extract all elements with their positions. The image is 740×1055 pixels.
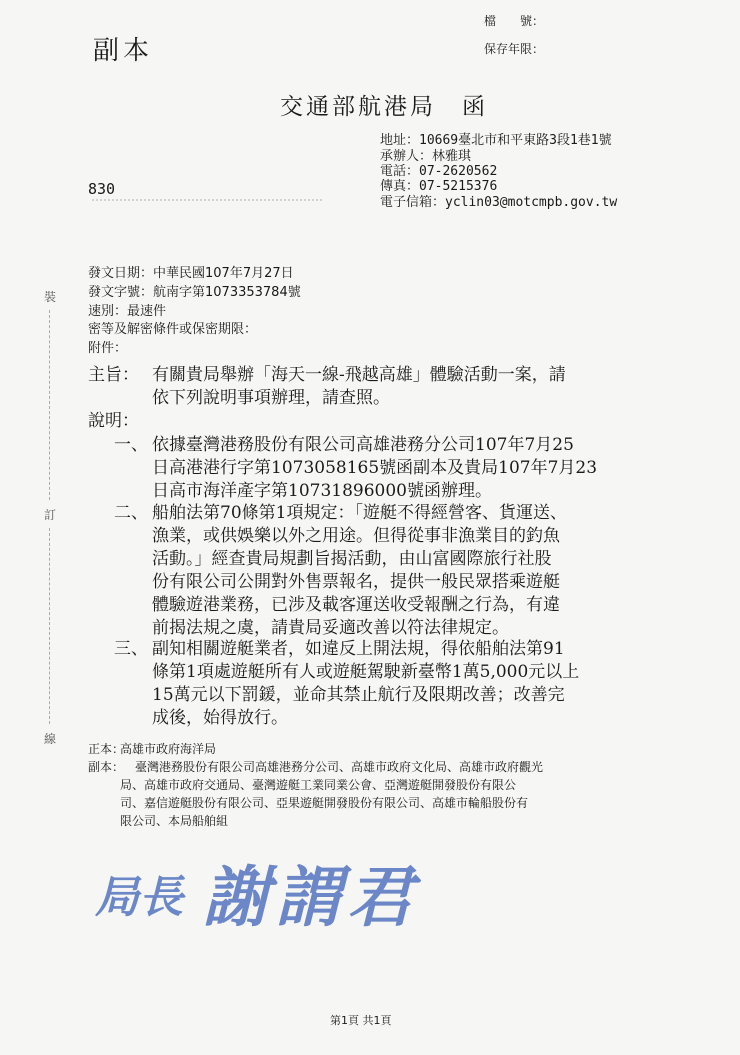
binding-mark: 裝 <box>44 290 57 304</box>
item-line: 份有限公司公開對外售票報名，提供一般民眾搭乘遊艇 <box>152 572 560 592</box>
secrecy-level: 密等及解密條件或保密期限： <box>88 322 258 337</box>
document-title: 交通部航港局 函 <box>280 94 488 120</box>
copy-recipients-line: 局、高雄市政府交通局、臺灣遊艇工業同業公會、亞灣遊艇開發股份有限公 <box>120 778 517 792</box>
item-line: 副知相關遊艇業者，如違反上開法規，得依船舶法第91 <box>152 639 565 659</box>
item-line: 漁業，或供娛樂以外之用途。但得從事非漁業目的釣魚 <box>152 526 560 546</box>
item-line: 日高港港行字第1073058165號函副本及貴局107年7月23 <box>152 458 598 478</box>
signature-name: 謝謂君 <box>203 858 419 936</box>
handler: 承辦人：林雅琪 <box>380 149 472 164</box>
telephone: 電話：07-2620562 <box>380 164 498 179</box>
item-number: 一、 <box>114 435 148 455</box>
director-signature-stamp <box>95 848 455 942</box>
item-line: 活動。」經查貴局規劃旨揭活動，由山富國際旅行社股 <box>152 549 552 569</box>
copy-recipients-line: 司、嘉信遊艇股份有限公司、亞果遊艇開發股份有限公司、高雄市輪船股份有 <box>120 796 529 810</box>
attachments: 附件： <box>88 341 128 356</box>
fax: 傳真：07-5215376 <box>380 179 498 194</box>
item-line: 體驗遊港業務，已涉及載客運送收受報酬之行為，有違 <box>152 595 560 615</box>
item-line: 前揭法規之虞，請貴局妥適改善以符法律規定。 <box>152 618 509 638</box>
copy-recipients-label: 副本： <box>88 760 125 774</box>
gist-line: 有關貴局舉辦「海天一線-飛越高雄」體驗活動一案，請 <box>152 365 566 385</box>
recipient-zip: 830 <box>88 180 116 198</box>
item-number: 三、 <box>114 639 148 659</box>
item-line: 日高市海洋產字第10731896000號函辦理。 <box>152 481 492 501</box>
main-recipient-label: 正本： <box>88 742 125 756</box>
gist-label: 主旨： <box>88 365 139 385</box>
retention-period-field: 保存年限： <box>484 42 545 56</box>
signature-title: 局長 <box>95 872 183 923</box>
redacted-address <box>92 199 322 207</box>
archive-number-field: 檔 號： <box>484 14 545 28</box>
binding-line <box>49 528 51 724</box>
signature-stamp-icon <box>95 848 455 938</box>
item-number: 二、 <box>114 503 148 523</box>
email: 電子信箱：yclin03@motcmpb.gov.tw <box>380 195 618 210</box>
main-recipient: 高雄市政府海洋局 <box>120 742 217 756</box>
item-line: 15萬元以下罰鍰，並命其禁止航行及限期改善；改善完 <box>152 685 565 705</box>
document-number: 發文字號：航南字第1073353784號 <box>88 285 301 300</box>
copy-recipients-line: 限公司、本局船舶組 <box>120 814 229 828</box>
item-line: 依據臺灣港務股份有限公司高雄港務分公司107年7月25 <box>152 435 574 455</box>
page-number: 第1頁 共1頁 <box>330 1014 392 1027</box>
binding-mark: 訂 <box>44 508 57 522</box>
explanation-label: 說明： <box>88 411 139 431</box>
issue-date: 發文日期：中華民國107年7月27日 <box>88 266 294 281</box>
copy-label: 副本 <box>93 36 154 66</box>
binding-mark: 線 <box>44 732 57 746</box>
item-line: 船舶法第70條第1項規定：「遊艇不得經營客、貨運送、 <box>152 503 567 523</box>
gist-line: 依下列說明事項辦理，請查照。 <box>152 388 390 408</box>
item-line: 條第1項處遊艇所有人或遊艇駕駛新臺幣1萬5,000元以上 <box>152 662 580 682</box>
item-line: 成後，始得放行。 <box>152 708 288 728</box>
address: 地址：10669臺北市和平東路3段1巷1號 <box>380 133 612 148</box>
delivery-speed: 速別：最速件 <box>88 304 167 319</box>
copy-recipients-line: 臺灣港務股份有限公司高雄港務分公司、高雄市政府文化局、高雄市政府觀光 <box>135 760 544 774</box>
binding-line <box>49 310 51 500</box>
